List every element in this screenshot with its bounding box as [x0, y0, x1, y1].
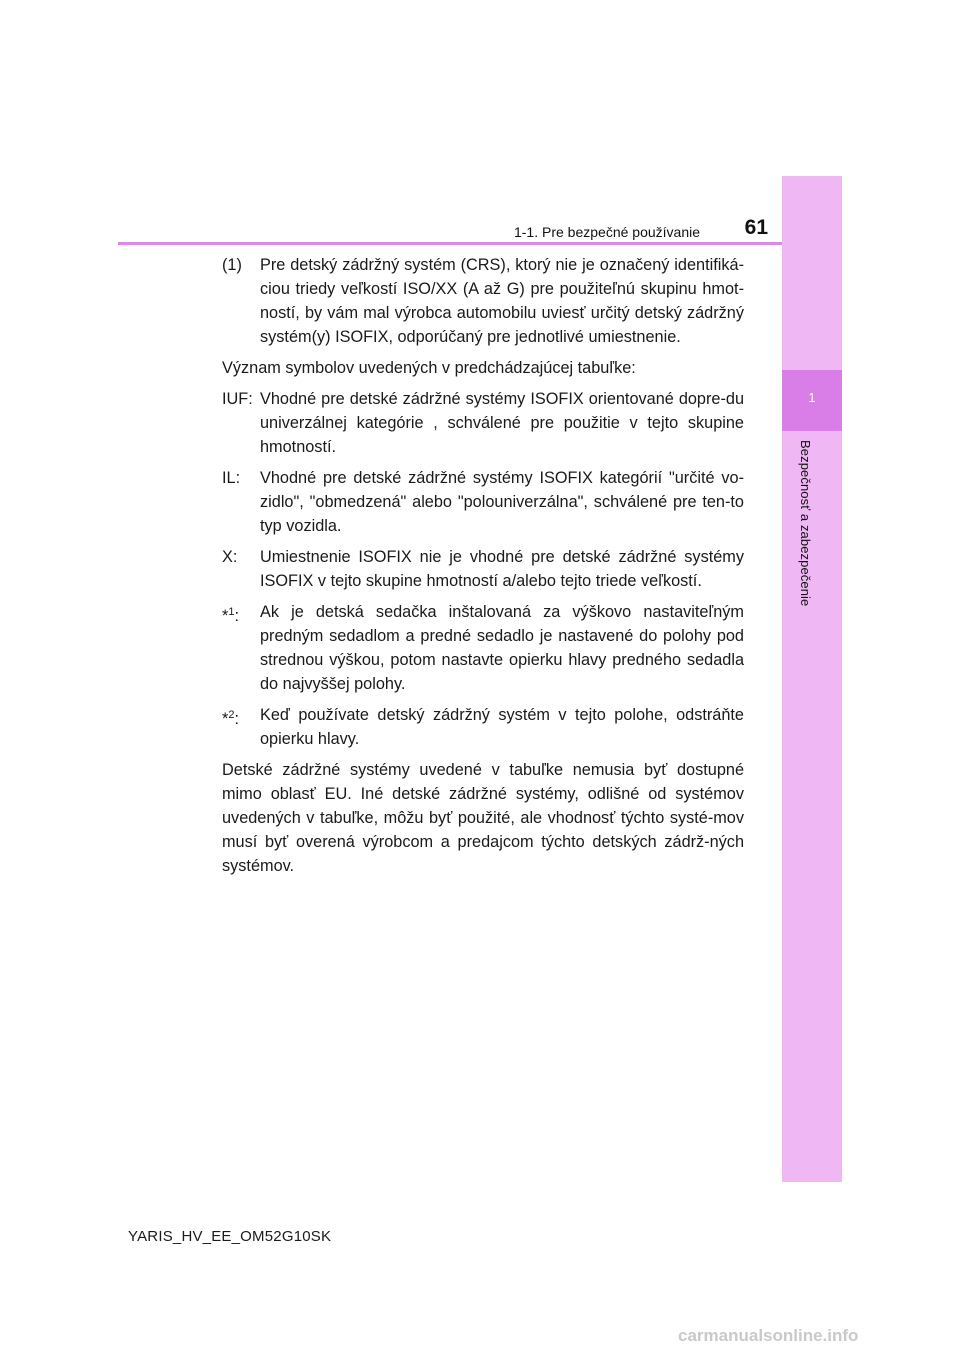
footnote-2-star: * — [222, 710, 229, 728]
section-title: 1-1. Pre bezpečné používanie — [513, 224, 700, 240]
document-code: YARIS_HV_EE_OM52G10SK — [128, 1228, 332, 1245]
header-rule — [118, 242, 782, 245]
symbol-il — [222, 466, 744, 538]
chapter-number: 1 — [808, 390, 816, 405]
symbol-x — [222, 545, 744, 593]
chapter-side-tab — [782, 176, 842, 1182]
symbol-x-key: X: — [222, 548, 238, 566]
symbol-il-key: IL: — [222, 469, 241, 487]
footnote-1-colon: : — [234, 607, 239, 625]
footnote-2-colon: : — [234, 710, 239, 728]
footnote-1-key — [222, 600, 260, 696]
footnote-1-text: Ak je detská sedačka inštalovaná za výškovo nastaviteľným predným sedadlom a predné sedadlo je nastavené do polohy pod strednou výškou, potom nastavte opierku hlavy predného sedadla do najvyššej polohy. — [260, 603, 744, 693]
footnote-2-text: Keď používate detský zádržný systém v tejto polohe, odstráňte opierku hlavy. — [260, 706, 744, 748]
note-1 — [222, 253, 744, 349]
footnote-2-number: 2 — [228, 709, 235, 721]
footnote-2 — [222, 703, 744, 751]
watermark: carmanualsonline.info — [678, 1326, 859, 1345]
symbol-iuf — [222, 387, 744, 459]
page-body — [222, 253, 744, 885]
symbol-x-text: Umiestnenie ISOFIX nie je vhodné pre detské zádržné systémy ISOFIX v tejto skupine hmotností a/alebo tejto triede veľkostí. — [260, 548, 744, 590]
symbol-iuf-text: Vhodné pre detské zádržné systémy ISOFIX orientované dopre-du univerzálnej kategórie , schválené pre použitie v tejto skupine hmotností. — [260, 390, 744, 456]
note-1-text: Pre detský zádržný systém (CRS), ktorý nie je označený identifiká-ciou triedy veľkostí ISO/XX (A až G) pre použiteľnú skupinu hmot-ností, by vám mal výrobca automobilu uviesť určitý detský zádržný systém(y) ISOFIX, odporúčaný pre jednotlivé umiestnenie. — [260, 256, 744, 346]
footnote-1-star: * — [222, 607, 229, 625]
chapter-title: Bezpečnosť a zabezpečenie — [798, 440, 813, 607]
symbols-intro: Význam symbolov uvedených v predchádzajúcej tabuľke: — [222, 359, 636, 377]
symbol-iuf-key: IUF: — [222, 390, 253, 408]
closing-paragraph: Detské zádržné systémy uvedené v tabuľke nemusia byť dostupné mimo oblasť EU. Iné detské zádržné systémy, odlišné od systémov uvedených v tabuľke, môžu byť použité, ale vhodnosť týchto systé-mov musí byť overená výrobcom a predajcom týchto detských zádrž-ných systémov. — [222, 761, 744, 875]
page-number: 61 — [744, 216, 768, 239]
footnote-1-number: 1 — [228, 606, 235, 618]
note-1-key: (1) — [222, 256, 242, 274]
symbol-il-text: Vhodné pre detské zádržné systémy ISOFIX kategórií "určité vo-zidlo", "obmedzená" alebo "polouniverzálna", schválené pre ten-to typ vozidla. — [260, 469, 744, 535]
footnote-2-key — [222, 703, 260, 751]
footnote-1 — [222, 600, 744, 696]
